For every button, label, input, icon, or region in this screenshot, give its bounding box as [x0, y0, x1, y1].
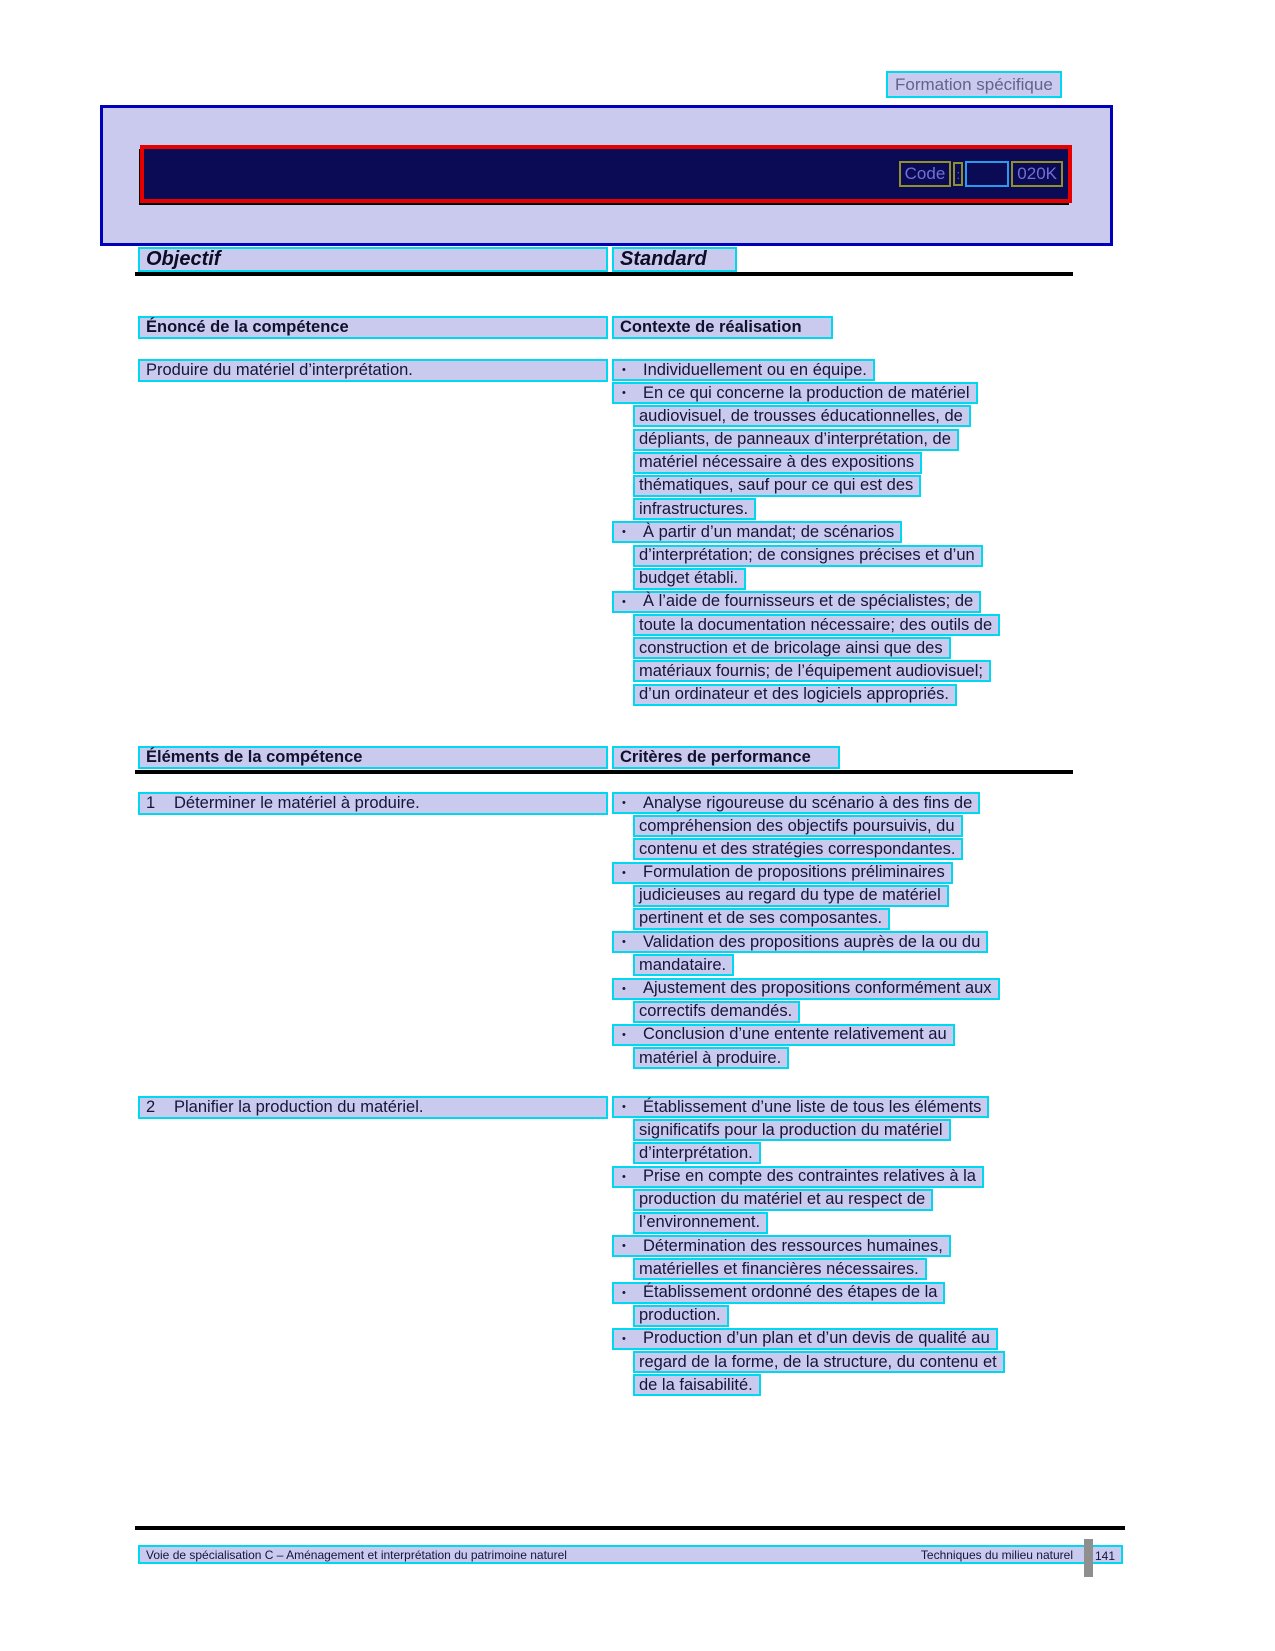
bullet-icon: • [622, 866, 626, 879]
list-item-line: toute la documentation nécessaire; des outils de [633, 614, 1000, 636]
column-header-elements: Éléments de la compétence [138, 746, 608, 769]
element-item-2 [138, 1096, 608, 1119]
list-item-text: Individuellement ou en équipe. [643, 360, 867, 379]
list-item-text: Établissement ordonné des étapes de la [643, 1283, 938, 1301]
list-item-line: d’interprétation. [633, 1142, 761, 1164]
list-item-line: judicieuses au regard du type de matériel [633, 885, 949, 907]
code-field-box [965, 161, 1009, 187]
list-item-line: regard de la forme, de la structure, du contenu et [633, 1351, 1005, 1373]
list-item [612, 792, 980, 814]
element-number: 1 [146, 794, 156, 812]
list-item-line: thématiques, sauf pour ce qui est des [633, 475, 921, 497]
list-item-line: significatifs pour la production du matériel [633, 1119, 951, 1141]
section-title-standard: Standard [612, 247, 737, 272]
divider-rule-top [135, 272, 1073, 276]
column-header-criteres: Critères de performance [612, 746, 840, 769]
list-item [612, 1235, 951, 1257]
list-item-line: budget établi. [633, 568, 746, 590]
list-item [612, 1282, 945, 1304]
list-item-line: d’un ordinateur et des logiciels appropriés. [633, 684, 957, 706]
list-item-text: Validation des propositions auprès de la ou du [643, 932, 981, 951]
list-item-line: matériel nécessaire à des expositions [633, 452, 922, 474]
list-item-line: construction et de bricolage ainsi que des [633, 637, 951, 659]
header-corner-text: Formation spécifique [895, 74, 1053, 94]
footer-divider-bar [1084, 1539, 1093, 1577]
element-item-1 [138, 792, 608, 815]
list-item-line: d’interprétation; de consignes précises et d’un [633, 545, 983, 567]
bullet-icon: • [622, 364, 626, 376]
list-item-text: Formulation de propositions préliminaires [643, 863, 945, 882]
header-corner-label [886, 71, 1062, 98]
list-item-text: Ajustement des propositions conformément aux [643, 979, 992, 997]
list-item-text: Détermination des ressources humaines, [643, 1236, 943, 1255]
list-item [612, 1166, 984, 1188]
list-item [612, 382, 978, 404]
footer-right-text: Techniques du milieu naturel [920, 1547, 1073, 1562]
list-item-line: matérielles et financières nécessaires. [633, 1258, 927, 1280]
list-item [612, 1096, 989, 1118]
criteria-bullet-list-1 [612, 792, 1000, 1070]
section-title-objectif: Objectif [138, 247, 608, 272]
bullet-icon: • [622, 982, 626, 995]
list-item-line: pertinent et de ses composantes. [633, 908, 890, 930]
list-item-line: matériel à produire. [633, 1047, 789, 1069]
code-colon: : [953, 162, 963, 186]
list-item-line: dépliants, de panneaux d’interprétation, de [633, 429, 959, 451]
list-item-line: production. [633, 1305, 729, 1327]
bullet-icon: • [622, 936, 626, 949]
list-item-line: correctifs demandés. [633, 1001, 800, 1023]
code-row [899, 161, 1063, 187]
list-item-line: matériaux fournis; de l’équipement audiovisuel; [633, 660, 991, 682]
divider-rule-middle [135, 770, 1073, 774]
criteria-bullet-list-2 [612, 1096, 1005, 1397]
list-item [612, 1024, 955, 1046]
list-item-line: compréhension des objectifs poursuivis, du [633, 815, 963, 837]
bullet-icon: • [622, 797, 626, 809]
element-label: Déterminer le matériel à produire. [174, 794, 420, 812]
list-item-text: Conclusion d’une entente relativement au [643, 1025, 947, 1044]
element-number: 2 [146, 1098, 156, 1116]
bullet-icon: • [622, 387, 626, 400]
list-item-line: audiovisuel, de trousses éducationnelles, de [633, 405, 971, 427]
bullet-icon: • [622, 1240, 626, 1253]
list-item [612, 931, 988, 953]
list-item-line: contenu et des stratégies correspondantes. [633, 838, 963, 860]
title-banner [140, 145, 1072, 203]
footer [138, 1545, 1123, 1564]
bullet-icon: • [622, 1028, 626, 1041]
competence-statement: Produire du matériel d’interprétation. [138, 359, 608, 382]
list-item-line: mandataire. [633, 954, 734, 976]
divider-rule-footer [135, 1526, 1125, 1530]
list-item [612, 978, 1000, 1000]
list-item-text: Prise en compte des contraintes relatives à la [643, 1167, 976, 1186]
list-item-line: l’environnement. [633, 1212, 768, 1234]
list-item-text: Production d’un plan et d’un devis de qualité au [643, 1329, 990, 1348]
element-label: Planifier la production du matériel. [174, 1098, 424, 1116]
bullet-icon: • [622, 526, 626, 539]
list-item [612, 591, 981, 613]
list-item-text: En ce qui concerne la production de matériel [643, 383, 970, 402]
bullet-icon: • [622, 1101, 626, 1113]
list-item-text: À partir d’un mandat; de scénarios [643, 522, 895, 541]
list-item-text: À l’aide de fournisseurs et de spécialistes; de [643, 592, 974, 611]
list-item [612, 359, 875, 381]
list-item-line: infrastructures. [633, 498, 756, 520]
list-item [612, 1328, 998, 1350]
list-item-text: Analyse rigoureuse du scénario à des fins de [643, 793, 973, 812]
code-value: 020K [1011, 161, 1063, 187]
bullet-icon: • [622, 1286, 626, 1299]
footer-page-number: 141 [1094, 1549, 1115, 1563]
column-header-enonce: Énoncé de la compétence [138, 316, 608, 339]
title-banner-outer [100, 105, 1113, 246]
list-item-line: de la faisabilité. [633, 1374, 761, 1396]
list-item [612, 862, 953, 884]
bullet-icon: • [622, 1170, 626, 1183]
bullet-icon: • [622, 1332, 626, 1345]
list-item-line: production du matériel et au respect de [633, 1189, 933, 1211]
column-header-contexte: Contexte de réalisation [612, 316, 833, 339]
context-bullet-list [612, 359, 1000, 707]
list-item [612, 521, 902, 543]
bullet-icon: • [622, 595, 626, 608]
code-label: Code [899, 161, 952, 187]
footer-left-text: Voie de spécialisation C – Aménagement et interprétation du patrimoine naturel [146, 1547, 567, 1562]
list-item-text: Établissement d’une liste de tous les éléments [643, 1097, 982, 1116]
